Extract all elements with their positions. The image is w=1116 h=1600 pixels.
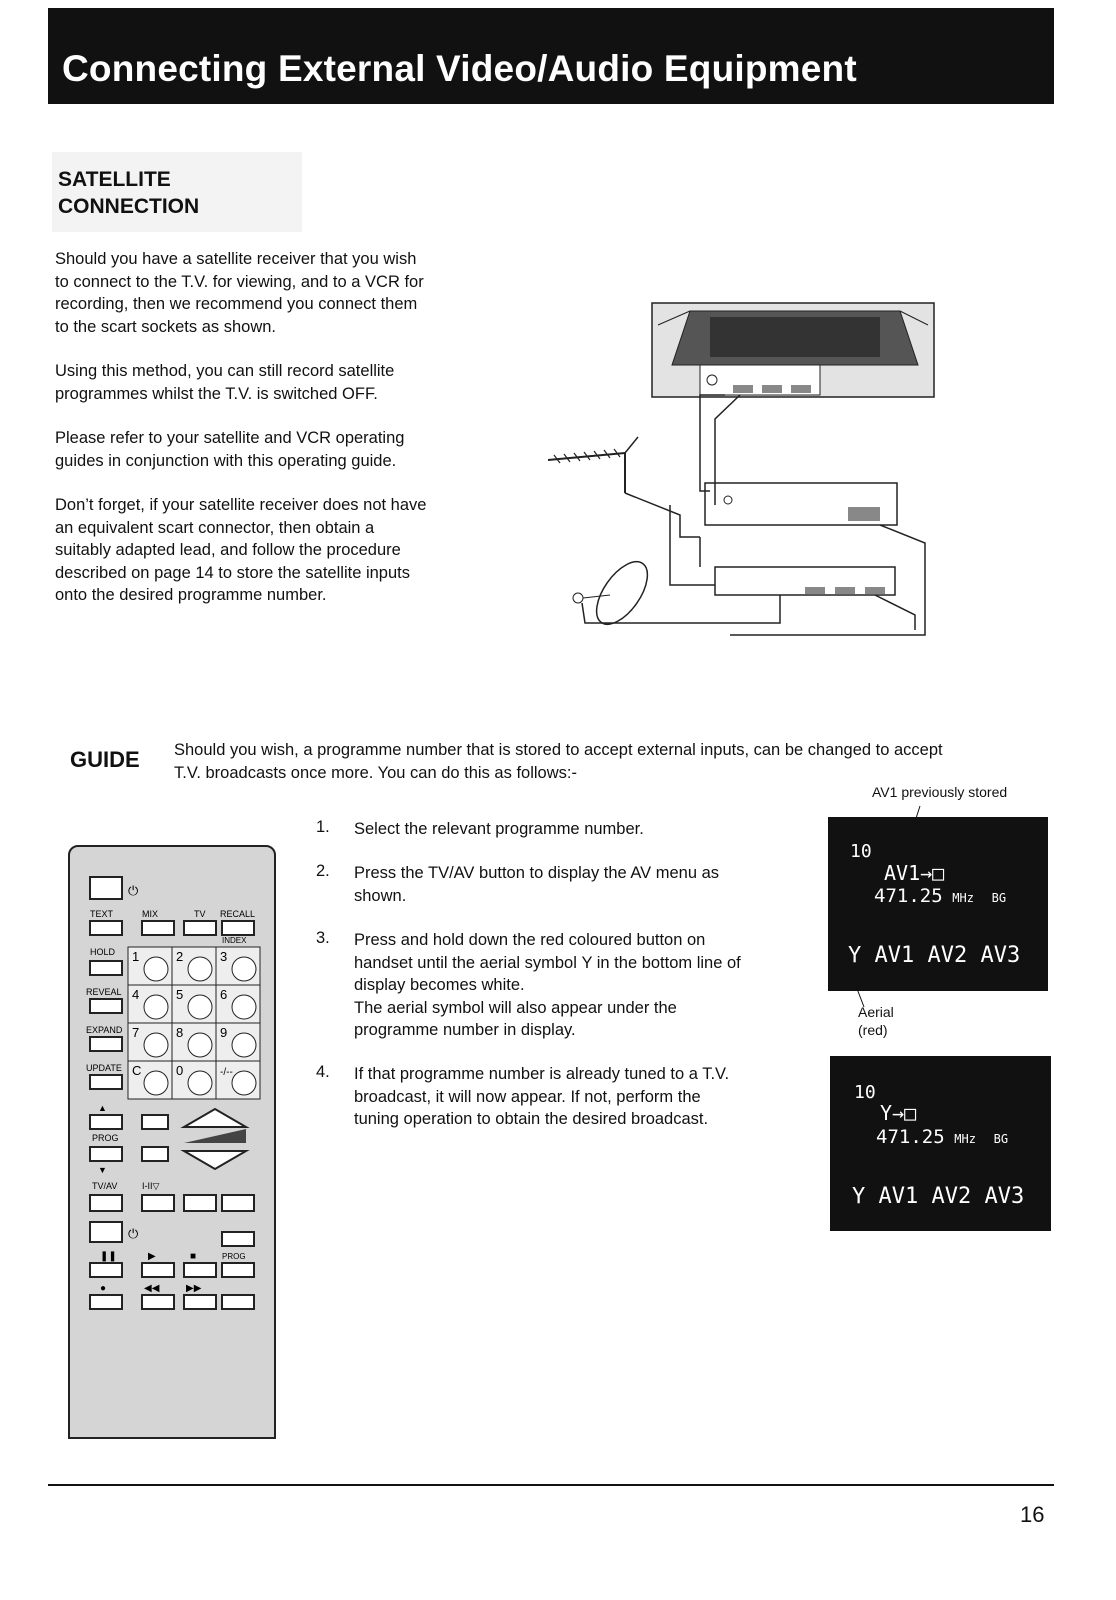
text-line: Should you have a satellite receiver that you wish	[55, 250, 417, 268]
display-unit: MHz	[952, 891, 974, 905]
rewind-icon: ◀◀	[144, 1283, 160, 1294]
text-line: display becomes white.	[354, 976, 525, 994]
text-line: tuning operation to obtain the desired broadcast.	[354, 1110, 709, 1128]
text-line: If that programme number is already tuned to a T.V.	[354, 1065, 730, 1083]
remote-key: 6	[220, 987, 228, 1002]
step-text	[354, 818, 814, 841]
display-bottom-line: Υ AV1 AV2 AV3	[852, 1184, 1025, 1209]
remote-label: EXPAND	[86, 1025, 123, 1035]
vcr-power-icon: ⏻	[128, 1227, 139, 1242]
text-line: to the scart sockets as shown.	[55, 317, 277, 336]
aerial-antenna	[548, 437, 638, 493]
step-number: 3.	[316, 929, 330, 947]
satellite-paragraph-4	[55, 494, 500, 607]
text-line: described on page 14 to store the satellite inputs	[55, 563, 410, 582]
step-text	[354, 929, 814, 1042]
down-arrow-icon: ▼	[98, 1165, 107, 1175]
text-line: Press and hold down the red coloured button on	[354, 931, 706, 949]
remote-label: I-II▽	[142, 1181, 160, 1191]
title-bar	[48, 8, 1054, 104]
remote-label: UPDATE	[86, 1063, 122, 1073]
remote-label: REVEAL	[86, 987, 122, 997]
remote-key: -/--	[220, 1067, 233, 1078]
display-frequency-row	[874, 885, 1006, 907]
text-line: handset until the aerial symbol Υ in the bottom line of	[354, 953, 741, 972]
satellite-heading-line1: SATELLITE	[58, 168, 171, 191]
volume-bar-icon	[184, 1129, 246, 1143]
volume-down-icon	[184, 1151, 246, 1169]
page-number: 16	[1020, 1502, 1045, 1527]
text-line: Don’t forget, if your satellite receiver does not have	[55, 496, 427, 514]
text-line: onto the desired programme number.	[55, 586, 327, 604]
power-icon: ⏻	[128, 884, 139, 899]
satellite-paragraph-2	[55, 360, 500, 405]
text-line: guides in conjunction with this operating guide.	[55, 451, 397, 470]
text-line: to connect to the T.V. for viewing, and to a VCR for	[55, 272, 424, 291]
record-icon: ●	[100, 1283, 107, 1294]
play-icon: ▶	[148, 1251, 156, 1262]
text-line: suitably adapted lead, and follow the procedure	[55, 541, 401, 559]
remote-label: TV/AV	[92, 1181, 118, 1191]
text-line: Press the TV/AV button to display the AV menu as	[354, 864, 720, 882]
satellite-paragraph-1	[55, 248, 500, 338]
volume-up-icon	[184, 1109, 246, 1127]
remote-label: TV	[194, 909, 206, 919]
step-text	[354, 1063, 814, 1131]
guide-heading: GUIDE	[70, 747, 140, 772]
remote-key: 7	[132, 1025, 140, 1040]
step-text	[354, 862, 814, 907]
remote-control-illustration	[68, 845, 276, 1439]
aerial-label: Aerial	[858, 1004, 894, 1020]
tv-broadcast-display	[830, 1056, 1051, 1231]
display-frequency: 471.25	[874, 885, 943, 907]
footer-rule	[48, 1484, 1054, 1486]
display-prog-number: 10	[850, 841, 872, 862]
text-line: broadcast, it will now appear. If not, perform the	[354, 1087, 701, 1106]
text-line: programme number in display.	[354, 1021, 576, 1039]
remote-key: 8	[176, 1025, 184, 1040]
connection-diagram	[530, 295, 950, 645]
satellite-dish	[573, 553, 657, 633]
satellite-receiver-box	[715, 567, 895, 595]
remote-label: RECALL	[220, 909, 256, 919]
remote-label: TEXT	[90, 909, 114, 919]
aerial-sublabel: (red)	[858, 1022, 888, 1038]
remote-key: 1	[132, 949, 140, 964]
text-line: recording, then we recommend you connect them	[55, 295, 418, 313]
display-system: BG	[993, 1132, 1009, 1146]
remote-label: PROG	[222, 1252, 246, 1261]
remote-key: 4	[132, 987, 140, 1002]
number-keypad	[128, 947, 260, 1099]
text-line: The aerial symbol will also appear under the	[354, 998, 677, 1017]
remote-label: INDEX	[222, 936, 247, 945]
vcr-box	[705, 483, 897, 525]
satellite-paragraph-3	[55, 427, 500, 472]
step-number: 1.	[316, 818, 330, 836]
remote-label: MIX	[142, 909, 159, 919]
text-line: programmes whilst the T.V. is switched OFF.	[55, 384, 378, 403]
display-prog-number: 10	[854, 1082, 876, 1103]
remote-label: HOLD	[90, 947, 116, 957]
display-frequency-row	[876, 1126, 1008, 1148]
remote-control-drawing	[70, 847, 274, 1437]
page-title: Connecting External Video/Audio Equipment	[62, 48, 857, 89]
tv-rear-illustration	[652, 303, 934, 397]
display-frequency: 471.25	[876, 1126, 945, 1148]
text-line: Select the relevant programme number.	[354, 820, 644, 838]
text-line: T.V. broadcasts once more. You can do this as follows:-	[174, 763, 577, 782]
satellite-heading-box	[52, 152, 302, 232]
guide-intro	[174, 739, 1054, 784]
remote-label: PROG	[92, 1133, 119, 1143]
text-line: Using this method, you can still record satellite	[55, 362, 395, 380]
step-number: 4.	[316, 1063, 330, 1081]
display-system: BG	[991, 891, 1007, 905]
remote-key: 2	[176, 949, 184, 964]
step-number: 2.	[316, 862, 330, 880]
av-menu-display	[828, 817, 1048, 991]
display-unit: MHz	[954, 1132, 976, 1146]
display-source: AV1→□	[884, 861, 945, 885]
fast-forward-icon: ▶▶	[186, 1283, 202, 1294]
stop-icon: ■	[190, 1251, 197, 1262]
remote-key: 3	[220, 949, 228, 964]
remote-key: 9	[220, 1025, 228, 1040]
text-line: shown.	[354, 886, 407, 905]
text-line: Should you wish, a programme number that is stored to accept external inputs, can be changed to accept	[174, 741, 943, 759]
display1-caption: AV1 previously stored	[872, 784, 1008, 800]
remote-key: C	[132, 1063, 142, 1078]
remote-key: 0	[176, 1063, 184, 1078]
pause-icon: ❚❚	[100, 1251, 117, 1262]
text-line: an equivalent scart connector, then obtain a	[55, 518, 375, 537]
up-arrow-icon: ▲	[98, 1103, 107, 1113]
power-button-drawing	[90, 877, 122, 899]
display-source: Υ→□	[880, 1101, 917, 1125]
satellite-heading-line2: CONNECTION	[58, 195, 200, 218]
remote-key: 5	[176, 987, 184, 1002]
display-bottom-line: Υ AV1 AV2 AV3	[848, 943, 1021, 968]
text-line: Please refer to your satellite and VCR operating	[55, 429, 405, 447]
